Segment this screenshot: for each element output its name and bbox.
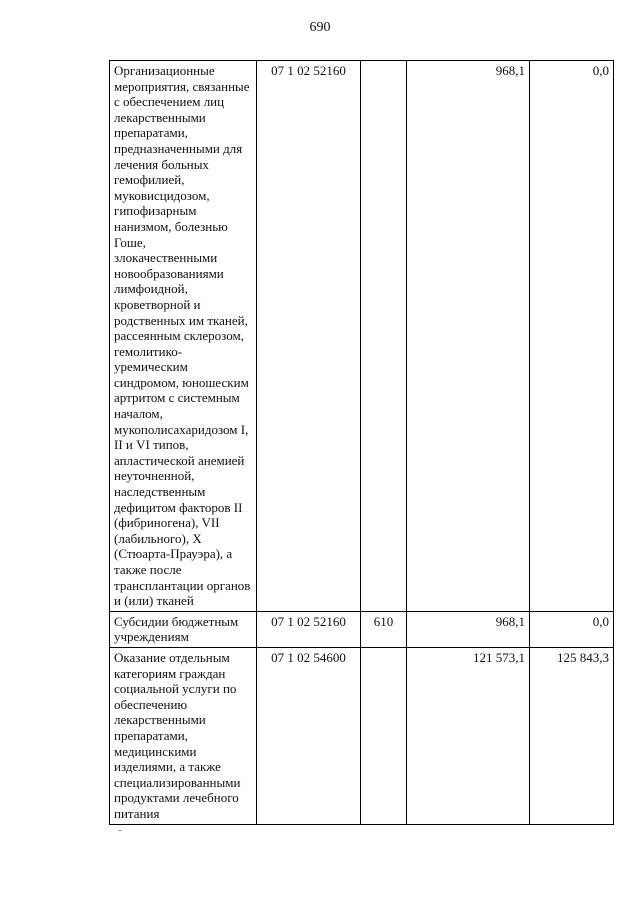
page-number: 690 bbox=[309, 20, 331, 35]
row-code: 07 1 02 52160 bbox=[257, 611, 361, 647]
row-value-2: 0,0 bbox=[530, 61, 614, 612]
row-value-1: 121 573,1 bbox=[407, 647, 530, 824]
scan-mark bbox=[119, 830, 121, 831]
row-value-1: 968,1 bbox=[407, 61, 530, 612]
table-row bbox=[110, 611, 614, 647]
row-value-2: 125 843,3 bbox=[530, 647, 614, 824]
table-row bbox=[110, 647, 614, 824]
row-name: Организационные мероприятия, связанные с обеспечением лиц лекарственными препаратами, предназначенными для лечения больных гемофилией, муковисцидозом, гипофизарным нанизмом, болезнью Гоше, злокачественными новообразованиями лимфоидной, кроветворной и родственных им тканей, рассеянным склерозом, гемолитико-уремическим синдромом, юношеским артритом с системным началом, мукополисахаридозом I, II и VI типов, апластической анемией неуточненной, наследственным дефицитом факторов II (фибриногена), VII (лабильного), X (Стюарта-Прауэра), а также после трансплантации органов и (или) тканей bbox=[110, 61, 257, 612]
row-expense-type bbox=[361, 61, 407, 612]
row-name: Субсидии бюджетным учреждениям bbox=[110, 611, 257, 647]
budget-table bbox=[109, 60, 614, 825]
row-code: 07 1 02 52160 bbox=[257, 61, 361, 612]
row-code: 07 1 02 54600 bbox=[257, 647, 361, 824]
row-expense-type bbox=[361, 647, 407, 824]
row-name: Оказание отдельным категориям граждан социальной услуги по обеспечению лекарственными препаратами, медицинскими изделиями, а также специализированными продуктами лечебного питания bbox=[110, 647, 257, 824]
row-expense-type: 610 bbox=[361, 611, 407, 647]
table-row bbox=[110, 61, 614, 612]
row-value-1: 968,1 bbox=[407, 611, 530, 647]
row-value-2: 0,0 bbox=[530, 611, 614, 647]
